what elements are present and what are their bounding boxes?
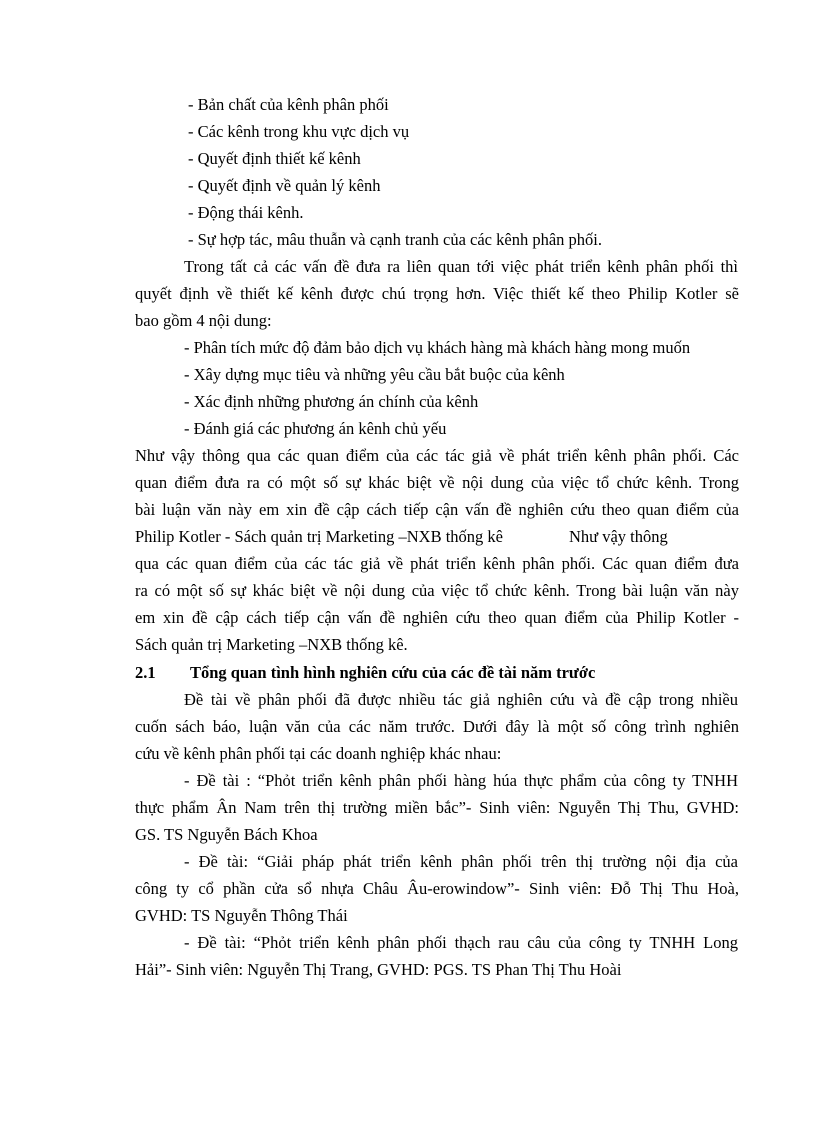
paragraph-line: bài luận văn này em xin đề cập cách tiếp cận vấn đề nghiên cứu theo quan điểm của (135, 500, 739, 519)
bullet-item: - Động thái kênh. (188, 203, 304, 222)
topic-line: công ty cổ phần cửa sổ nhựa Châu Âu-erowindow”- Sinh viên: Đỗ Thị Thu Hoà, (135, 879, 739, 898)
paragraph-line: Đề tài về phân phối đã được nhiều tác giả nghiên cứu và đề cập trong nhiều (184, 690, 738, 709)
paragraph-line: cuốn sách báo, luận văn của các năm trước. Dưới đây là một số công trình nghiên (135, 717, 739, 736)
paragraph-line: Sách quản trị Marketing –NXB thống kê. (135, 635, 408, 654)
topic-line: GS. TS Nguyễn Bách Khoa (135, 825, 318, 844)
paragraph-line: qua các quan điểm của các tác giả về phát triển kênh phân phối. Các quan điểm đưa (135, 554, 739, 573)
paragraph-line: Philip Kotler - Sách quản trị Marketing –NXB thống kê Như vậy thông (135, 527, 668, 546)
bullet-item: - Xác định những phương án chính của kênh (184, 392, 479, 411)
bullet-item: - Đánh giá các phương án kênh chủ yếu (184, 419, 447, 438)
topic-line: - Đề tài: “Phỏt triển kênh phân phối thạch rau câu của công ty TNHH Long (184, 933, 738, 952)
bullet-item: - Quyết định thiết kế kênh (188, 149, 361, 168)
bullet-item: - Sự hợp tác, mâu thuẫn và cạnh tranh của các kênh phân phối. (188, 230, 602, 249)
topic-line: thực phẩm Ân Nam trên thị trường miền bắc”- Sinh viên: Nguyễn Thị Thu, GVHD: (135, 798, 739, 817)
topic-line: Hải”- Sinh viên: Nguyễn Thị Trang, GVHD: PGS. TS Phan Thị Thu Hoài (135, 960, 622, 979)
section-number: 2.1 (135, 663, 156, 682)
bullet-item: - Bản chất của kênh phân phối (188, 95, 389, 114)
paragraph-line: em xin đề cập cách tiếp cận vấn đề nghiên cứu theo quan điểm của Philip Kotler - (135, 608, 739, 627)
paragraph-line: quan điểm đưa ra có một số sự khác biệt về nội dung của việc tổ chức kênh. Trong (135, 473, 739, 492)
paragraph-line: ra có một số sự khác biệt về nội dung của việc tổ chức kênh. Trong bài luận văn này (135, 581, 739, 600)
bullet-item: - Xây dựng mục tiêu và những yêu cầu bắt buộc của kênh (184, 365, 565, 384)
topic-line: - Đề tài : “Phỏt triển kênh phân phối hàng húa thực phẩm của công ty TNHH (184, 771, 738, 790)
paragraph-line: bao gồm 4 nội dung: (135, 311, 272, 330)
bullet-item: - Phân tích mức độ đảm bảo dịch vụ khách hàng mà khách hàng mong muốn (184, 338, 691, 357)
topic-line: GVHD: TS Nguyễn Thông Thái (135, 906, 348, 925)
bullet-item: - Các kênh trong khu vực dịch vụ (188, 122, 410, 141)
bullet-item: - Quyết định về quản lý kênh (188, 176, 381, 195)
section-title: Tổng quan tình hình nghiên cứu của các đề tài năm trước (190, 663, 596, 682)
paragraph-line: quyết định về thiết kế kênh được chú trọng hơn. Việc thiết kế theo Philip Kotler sẽ (135, 284, 739, 303)
paragraph-line: cứu về kênh phân phối tại các doanh nghiệp khác nhau: (135, 744, 502, 763)
topic-line: - Đề tài: “Giải pháp phát triển kênh phân phối trên thị trường nội địa của (184, 852, 738, 871)
section-heading (135, 662, 595, 684)
paragraph-line: Như vậy thông qua các quan điểm của các tác giả về phát triển kênh phân phối. Các (135, 446, 739, 465)
paragraph-line: Trong tất cả các vấn đề đưa ra liên quan tới việc phát triển kênh phân phối thì (184, 257, 738, 276)
